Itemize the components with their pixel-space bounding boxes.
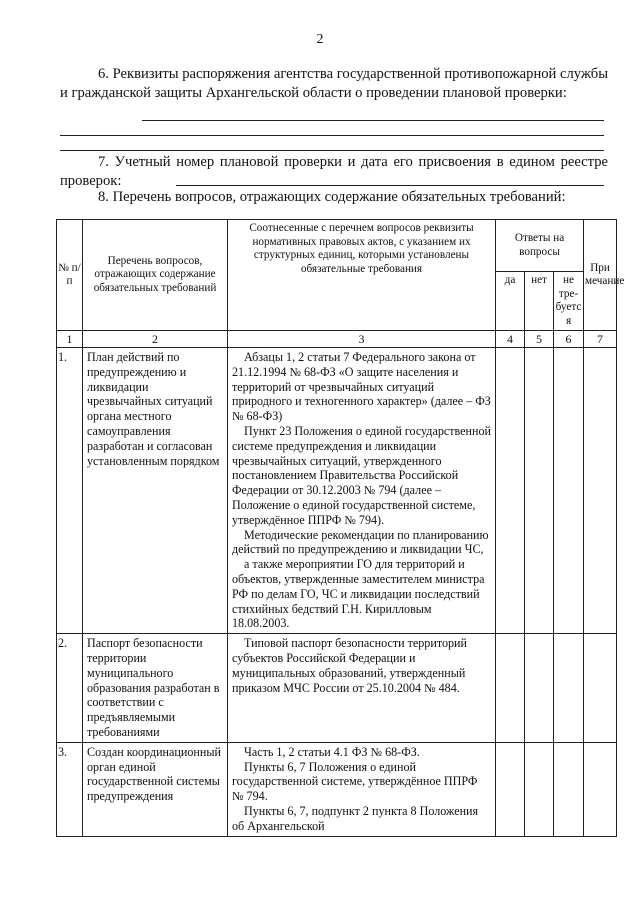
answer-no-cell[interactable] — [525, 742, 554, 836]
column-number: 1 — [57, 331, 83, 348]
paragraph-6-text: 6. Реквизиты распоряжения агентства государственной противопожарной службы и гражданской защиты Архангельской области о проведении плановой проверки: — [60, 66, 608, 101]
header-num: № п/п — [57, 220, 83, 331]
paragraph-7-text: 7. Учетный номер плановой проверки и дата его присвоения в едином реестре проверок: — [60, 154, 608, 189]
question-cell: Создан координационный орган единой государственной системы предупреждения — [83, 742, 228, 836]
requisites-cell — [228, 348, 496, 634]
table-row — [57, 742, 617, 836]
paragraph-8 — [60, 188, 608, 207]
header-yes: да — [496, 272, 525, 331]
paragraph-8-text: 8. Перечень вопросов, отражающих содержание обязательных требований: — [98, 189, 566, 205]
answer-not-required-cell[interactable] — [554, 634, 584, 743]
requisite-item: а также мероприятии ГО для территорий и объектов, утвержденные заместителем министра РФ по делам ГО, ЧС и ликвидации последствий стихийных бедствий Г.Н. Кирилловым 18.08.2003. — [232, 557, 485, 631]
requisite-item: Пункты 6, 7, подпункт 2 пункта 8 Положения об Архангельской — [232, 803, 479, 833]
header-requisites: Соотнесенные с перечнем вопросов реквизиты нормативных правовых актов, с указанием их структурных единиц, которыми установлены обязательные требования — [228, 220, 496, 331]
note-cell[interactable] — [584, 742, 617, 836]
column-number: 2 — [83, 331, 228, 348]
answer-not-required-cell[interactable] — [554, 348, 584, 634]
requisites-cell — [228, 742, 496, 836]
requisite-item: Методические рекомендации по планированию действий по предупреждению и ликвидации ЧС, — [232, 527, 489, 557]
answer-not-required-cell[interactable] — [554, 742, 584, 836]
column-number: 4 — [496, 331, 525, 348]
fill-line — [142, 120, 604, 121]
header-questions: Перечень вопросов, отражающих содержание обязательных требований — [83, 220, 228, 331]
question-cell: Паспорт безопасности территории муниципального образования разработан в соответствии с предъявляемыми требованиями — [83, 634, 228, 743]
answer-no-cell[interactable] — [525, 634, 554, 743]
column-number: 6 — [554, 331, 584, 348]
answer-no-cell[interactable] — [525, 348, 554, 634]
requisite-item: Пункты 6, 7 Положения о единой государственной системе, утверждённое ППРФ № 794. — [232, 759, 478, 804]
header-not-required: не тре-буетс я — [554, 272, 584, 331]
header-answers: Ответы на вопросы — [496, 220, 584, 272]
paragraph-6 — [60, 65, 608, 103]
column-number: 3 — [228, 331, 496, 348]
requisites-cell — [228, 634, 496, 743]
question-cell: План действий по предупреждению и ликвидации чрезвычайных ситуаций органа местного самоуправления разработан и согласован установленным порядком — [83, 348, 228, 634]
note-cell[interactable] — [584, 348, 617, 634]
page-number: 2 — [316, 32, 324, 47]
table-row — [57, 634, 617, 743]
requisite-item: Пункт 23 Положения о единой государственной системе предупреждения и ликвидации чрезвычайных ситуаций, утвержденного постановлением Правительства Российской Федерации от 30.12.2003 № 794 (далее – Положение о единой государственной системе, утверждённое ППРФ № 794). — [232, 423, 491, 527]
header-no: нет — [525, 272, 554, 331]
answer-yes-cell[interactable] — [496, 742, 525, 836]
requisite-item: Типовой паспорт безопасности территорий субъектов Российской Федерации и муниципальных образований, утвержденный приказом МЧС России от 25.10.2004 № 484. — [232, 636, 467, 695]
requisite-item: Абзацы 1, 2 статьи 7 Федерального закона от 21.12.1994 № 68-ФЗ «О защите населения и территорий от чрезвычайных ситуаций природного и техногенного характер» (далее – ФЗ № 68-ФЗ) — [232, 350, 491, 424]
requisite-item: Часть 1, 2 статьи 4.1 ФЗ № 68-ФЗ. — [244, 744, 420, 759]
fill-line — [60, 150, 604, 151]
column-number: 5 — [525, 331, 554, 348]
header-note: При мечание — [584, 220, 617, 331]
note-cell[interactable] — [584, 634, 617, 743]
row-number: 2. — [57, 634, 83, 743]
fill-line — [60, 135, 604, 136]
answer-yes-cell[interactable] — [496, 634, 525, 743]
fill-line — [176, 185, 604, 186]
column-numbers-row — [57, 331, 617, 348]
row-number: 1. — [57, 348, 83, 634]
requirements-table — [56, 219, 625, 837]
table-row — [57, 348, 617, 634]
answer-yes-cell[interactable] — [496, 348, 525, 634]
column-number: 7 — [584, 331, 617, 348]
row-number: 3. — [57, 742, 83, 836]
